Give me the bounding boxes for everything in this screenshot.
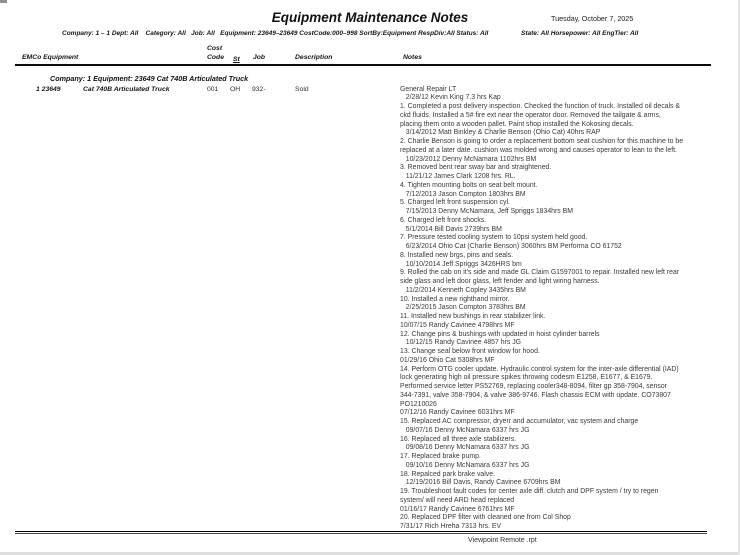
note-line: 07/12/16 Randy Cavinee 6031hrs MF — [400, 409, 515, 417]
row-job: 932- — [252, 86, 266, 93]
group-header: Company: 1 Equipment: 23649 Cat 740B Articulated Truck — [50, 74, 249, 83]
row-description: Sold — [295, 86, 309, 93]
row-st: OH — [230, 86, 241, 93]
note-line: side glass and left door glass, left fender and light wiring harness. — [400, 278, 600, 285]
note-line: replaced at a later date. cushion was molded wrong and causes operator to lean to the left. — [400, 146, 677, 154]
note-line: 19. Troubleshoot fault codes for center axle diff. clutch and DPF system / try to regen — [400, 488, 659, 495]
column-header-equipment: EMCo Equipment — [22, 54, 79, 61]
column-header-cost-line1: Cost — [207, 45, 223, 52]
note-line: 11/2/2014 Kenneth Copley 3435hrs BM — [400, 286, 526, 294]
note-line: 6/23/2014 Ohio Cat (Charlie Benson) 3060hrs BM Performa CO 61752 — [400, 243, 622, 250]
column-header-description: Description — [295, 54, 333, 61]
note-line: 2. Charlie Benson is going to order a replacement bottom seat cushion for this machine to be — [400, 138, 684, 145]
note-line: 7/15/2013 Denny McNamara, Jeff Spriggs 1834hrs BM — [400, 208, 573, 215]
note-line: 8. Installed new brgs, pins and seals. — [400, 251, 513, 259]
note-line: 16. Replaced all three axle stabilizers. — [400, 435, 517, 443]
note-line: 11. Installed new bushings in rear stabilizer link. — [400, 313, 546, 320]
filter-criteria-right: State: All Horsepower: All EngTier: All — [521, 30, 639, 37]
note-line: 09/08/16 Denny McNamara 6337 hrs JG — [400, 444, 530, 452]
note-line: 13. Change seal below front window for hood. — [400, 348, 540, 355]
filter-criteria-left: Company: 1 – 1 Dept: All Category: All Job: All Equipment: 23649–23649 CostCode:000–998 SortBy:Equipment RespDiv:All Status: All — [62, 30, 489, 37]
footer-divider — [15, 531, 707, 534]
note-line: 6. Charged left front shocks. — [400, 216, 487, 224]
note-line: 1. Completed a post delivery inspection. Checked the function of truck. Installed oil decals & — [400, 103, 680, 110]
notes-column — [400, 86, 738, 532]
note-line: 7. Pressure tested cooling system to 10psi system held good. — [400, 234, 588, 242]
note-line: 10/10/2014 Jeff Spriggs 3426HRS bm — [400, 260, 522, 268]
report-date: Tuesday, October 7, 2025 — [551, 14, 634, 23]
note-line: 3. Removed bent rear sway bar and straightened. — [400, 164, 552, 172]
note-line: General Repair LT — [400, 85, 457, 93]
note-line: 344-7391, valve 358-7904, & valve 386-9746. Flash chassis ECM with update. CO73807 — [400, 391, 671, 399]
note-line: 3/14/2012 Matt Binkley & Charlie Benson (Ohio Cat) 40hrs RAP — [400, 129, 601, 137]
note-line: 10/07/15 Randy Cavinee 4798hrs MF — [400, 321, 515, 329]
note-line: 7/12/2013 Jason Compton 1803hrs BM — [400, 190, 526, 198]
note-line: 09/10/16 Denny McNamara 6337 hrs JG — [400, 461, 530, 469]
note-line: 2/25/2015 Jason Compton 3783hrs BM — [400, 304, 526, 312]
note-line: 9. Rolled the cab on it's side and made GL Claim G1597001 to repair. Installed new left rear — [400, 269, 680, 277]
column-header-st: St — [233, 56, 240, 63]
column-header-notes: Notes — [403, 54, 422, 61]
note-line: 01/16/17 Randy Cavinee 6761hrs MF — [400, 505, 515, 513]
note-line: 12. Change pins & bushings with updated in hoist cylinder barrels — [400, 330, 600, 338]
note-line: 5/1/2014 Bill Davis 2739hrs BM — [400, 225, 502, 233]
note-line: 17. Replaced brake pump. — [400, 453, 481, 460]
note-line: 09/07/16 Denny McNamara 6337 hrs JG — [400, 426, 530, 434]
note-line: 11/21/12 James Clark 1208 hrs. RL. — [400, 173, 516, 180]
note-line: ckd fluids. Installed a 5# fire ext near the operator door. Removed the tailgate & arms, — [400, 111, 661, 119]
note-line: lock generating high oil pressure spikes throwing codesm E1258, E1677, & E1679. — [400, 374, 653, 382]
header-divider — [15, 64, 711, 66]
note-line: 15. Replaced AC compressor, dryerr and accumulator, vac system and charge — [400, 418, 639, 425]
note-line: 01/29/16 Ohio Cat 5308hrs MF — [400, 356, 495, 364]
note-line: 5. Charged left front suspension cyl. — [400, 199, 510, 207]
note-line: Performed service letter PS52769, replacing cooler348-8094, filter gp 358-7904, sensor — [400, 383, 667, 390]
column-header-cost-line2: Code — [207, 54, 224, 61]
row-equipment-id: 1 23649 — [36, 86, 61, 93]
report-title: Equipment Maintenance Notes — [271, 10, 469, 25]
note-line: 7/31/17 Rich Hreha 7313 hrs. EV — [400, 523, 502, 530]
note-line: PO1210026 — [400, 400, 437, 408]
note-line: placing them onto a wooden pallet. Paint shop installed the Kokosing decals. — [400, 120, 634, 128]
note-line: 4. Tighten mounting bolts on seat belt mount. — [400, 181, 538, 189]
column-header-job: Job — [253, 54, 266, 61]
note-line: system/ will need ARD head replaced — [400, 496, 515, 504]
note-line: 18. Repalced park brake valve. — [400, 470, 495, 478]
note-line: 12/19/2016 Bill Davis, Randy Cavinee 6709hrs BM — [400, 479, 561, 487]
note-line: 2/28/12 Kevin King 7.3 hrs Kap — [400, 94, 501, 102]
note-line: 14. Perform OTG cooler update. Hydraulic control system for the inter-axle differential (IAD) — [400, 365, 679, 373]
note-line: 10/12/15 Randy Cavinee 4857 hrs JG — [400, 339, 522, 347]
note-line: 10/23/2012 Denny McNamara 1102hrs BM — [400, 155, 537, 163]
scan-artifact — [0, 0, 7, 3]
row-cost-code: 001 — [207, 86, 219, 93]
row-equipment-name: Cat 740B Articulated Truck — [83, 86, 170, 93]
report-footer: Viewpoint Remote .rpt — [468, 537, 537, 544]
note-line: 10. Installed a new righthand mirror. — [400, 295, 510, 303]
note-line: 20. Replaced DPF filter with cleaned one from Col Shop — [400, 514, 571, 522]
